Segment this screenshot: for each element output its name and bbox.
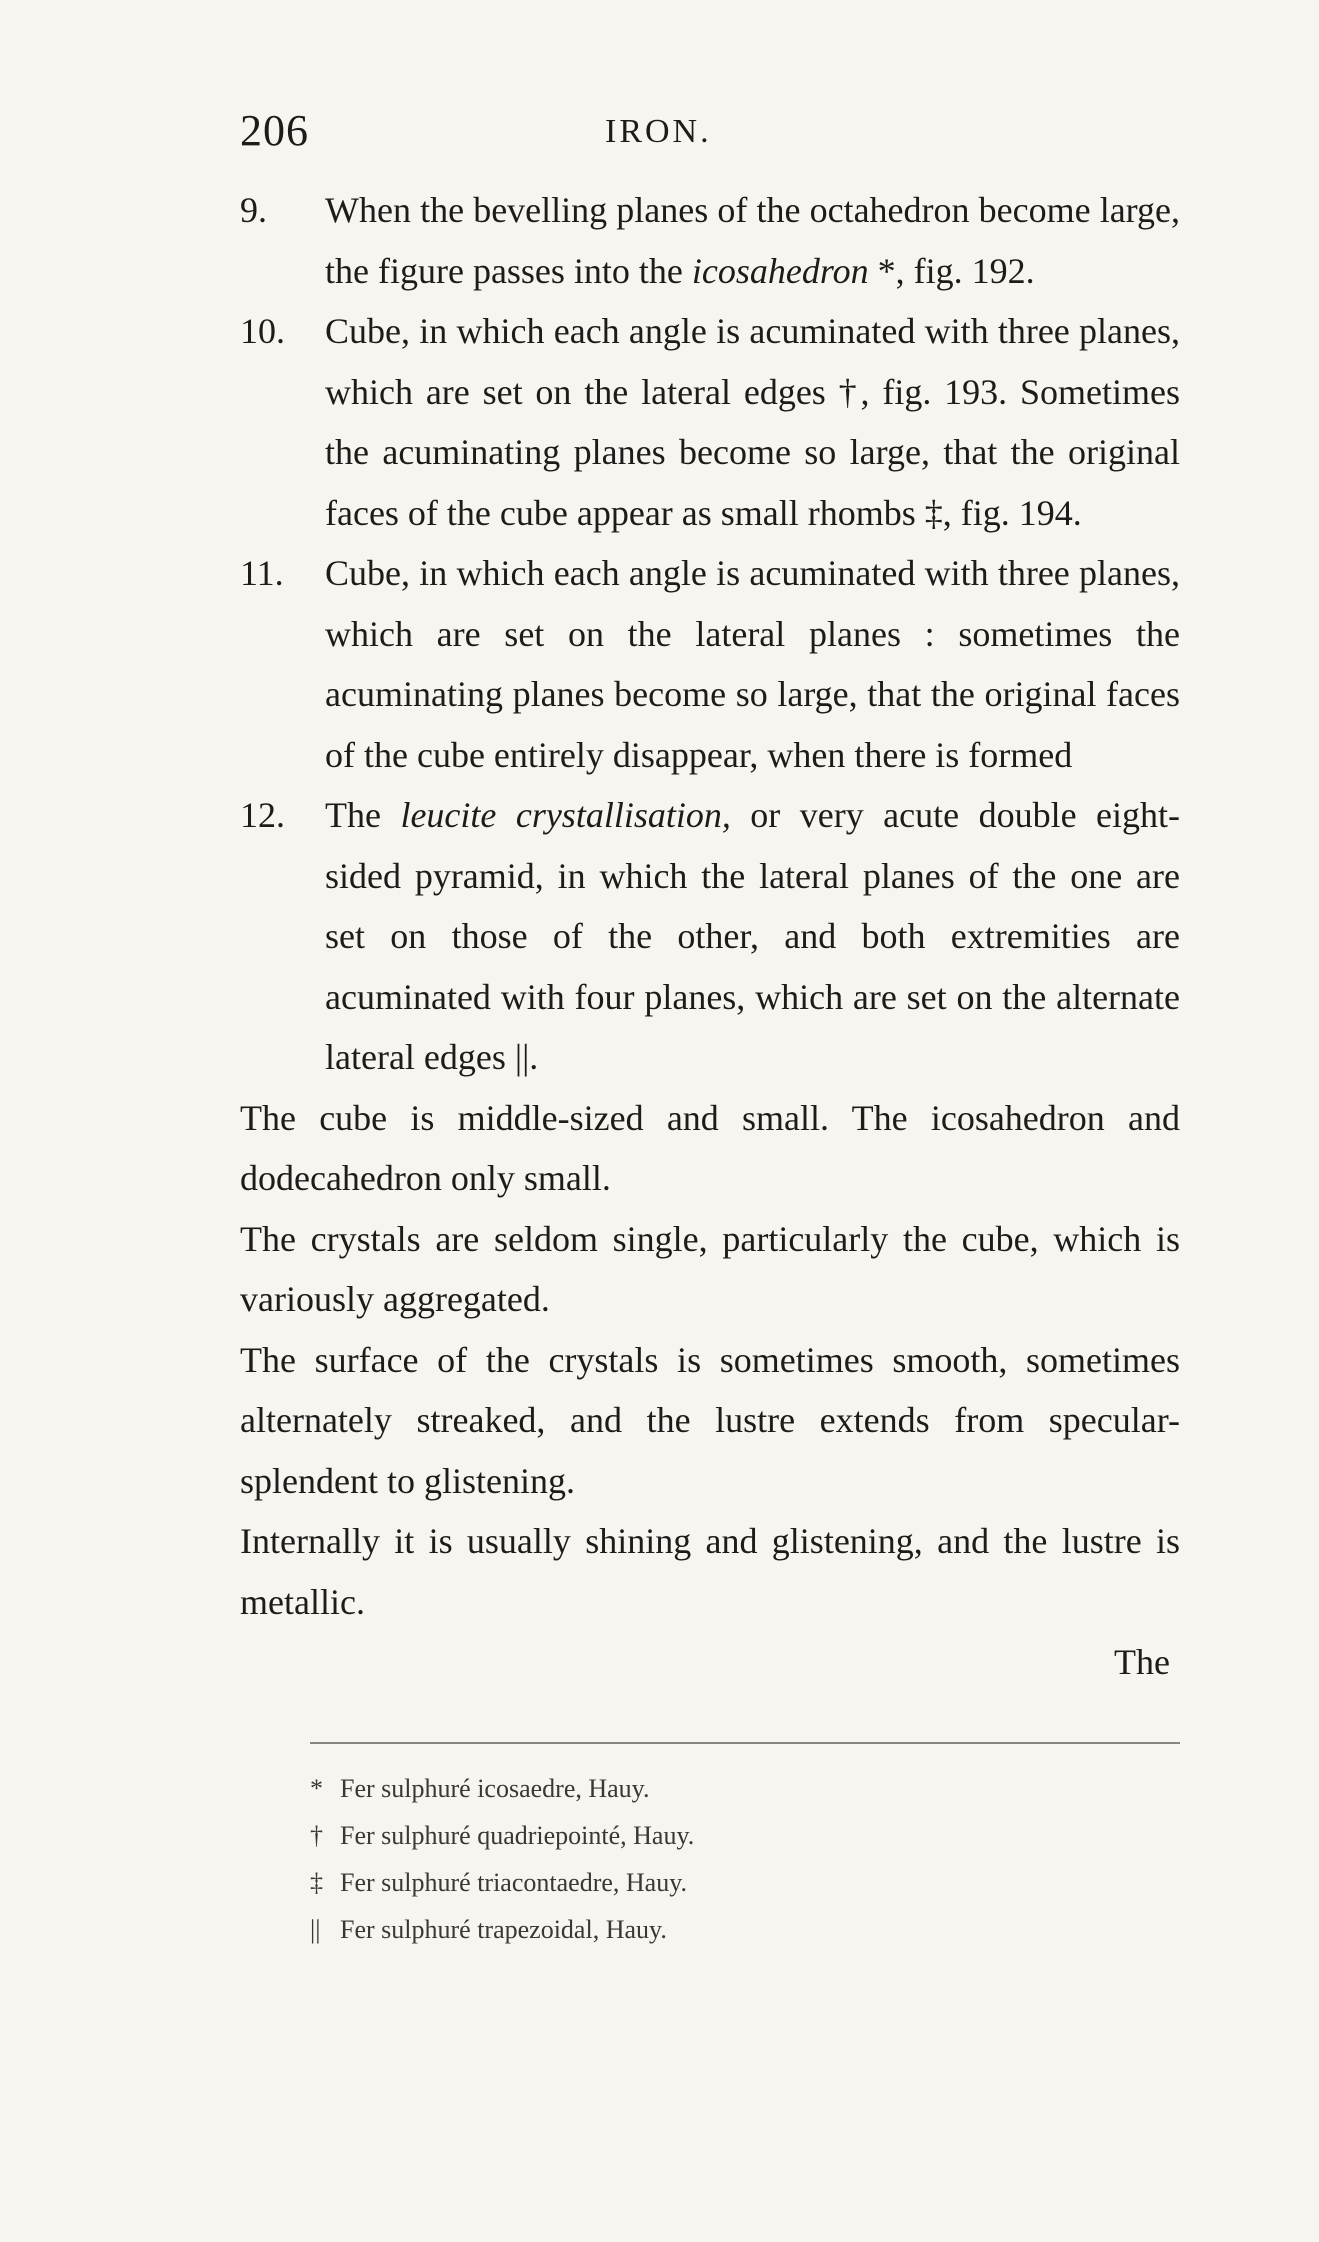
footnote [310, 1859, 1180, 1906]
item-number: 11. [240, 553, 284, 593]
footnote-text: Fer sulphuré quadriepointé, Hauy. [340, 1821, 695, 1850]
footnote [310, 1906, 1180, 1953]
catchword: The [1114, 1642, 1170, 1682]
list-item-10 [240, 301, 1180, 543]
item-text: When the bevelling planes of the octahedron become large, the figure passes into the [325, 190, 1180, 291]
footnote-divider [310, 1742, 1180, 1744]
item-italic-term: icosahedron [691, 250, 869, 291]
item-number: 10. [240, 311, 285, 351]
item-text: Cube, in which each angle is acuminated with three planes, which are set on the lateral planes : sometimes the acuminating planes become so large, that the original faces of the cube entirely disappear, when there is formed [325, 553, 1180, 775]
list-item-12 [240, 785, 1180, 1088]
running-head: IRON. [605, 113, 712, 150]
body-text [240, 180, 1180, 1693]
footnotes [310, 1765, 1180, 1953]
footnote [310, 1812, 1180, 1859]
paragraph: The surface of the crystals is sometimes smooth, sometimes alternately streaked, and the lustre extends from specular-splendent to glistening. [240, 1339, 1180, 1501]
paragraph: The cube is middle-sized and small. The icosahedron and dodecahedron only small. [240, 1097, 1180, 1198]
footnote-text: Fer sulphuré trapezoidal, Hauy. [340, 1915, 667, 1944]
footnote-text: Fer sulphuré icosaedre, Hauy. [340, 1774, 650, 1803]
item-text: The [325, 795, 401, 835]
footnote-mark: ‡ [310, 1868, 323, 1897]
paragraph: Internally it is usually shining and glistening, and the lustre is metallic. [240, 1521, 1180, 1622]
footnote-mark: * [310, 1774, 323, 1803]
list-item-9 [240, 180, 1180, 301]
item-italic-term: leucite crystallisation, [400, 795, 731, 835]
paragraph: The crystals are seldom single, particularly the cube, which is variously aggregated. [240, 1218, 1180, 1319]
footnote-mark: † [310, 1821, 323, 1850]
page-number: 206 [240, 106, 309, 155]
list-item-11 [240, 543, 1180, 785]
footnote-mark: || [310, 1915, 321, 1944]
item-number: 12. [240, 795, 285, 835]
item-number: 9. [240, 190, 267, 230]
item-text: or very acute double eight-sided pyramid, in which the lateral planes of the one are set on those of the other, and both extremities are acuminated with four planes, which are set on the alternate lateral edges ||. [325, 795, 1180, 1077]
footnote [310, 1765, 1180, 1812]
page-header [240, 105, 1180, 165]
item-text: *, fig. 192. [868, 250, 1035, 291]
footnote-text: Fer sulphuré triacontaedre, Hauy. [340, 1868, 688, 1897]
item-text: Cube, in which each angle is acuminated with three planes, which are set on the lateral edges †, fig. 193. Sometimes the acuminating planes become so large, that the original faces of the cube appear as small rhombs ‡, fig. 194. [325, 311, 1180, 533]
